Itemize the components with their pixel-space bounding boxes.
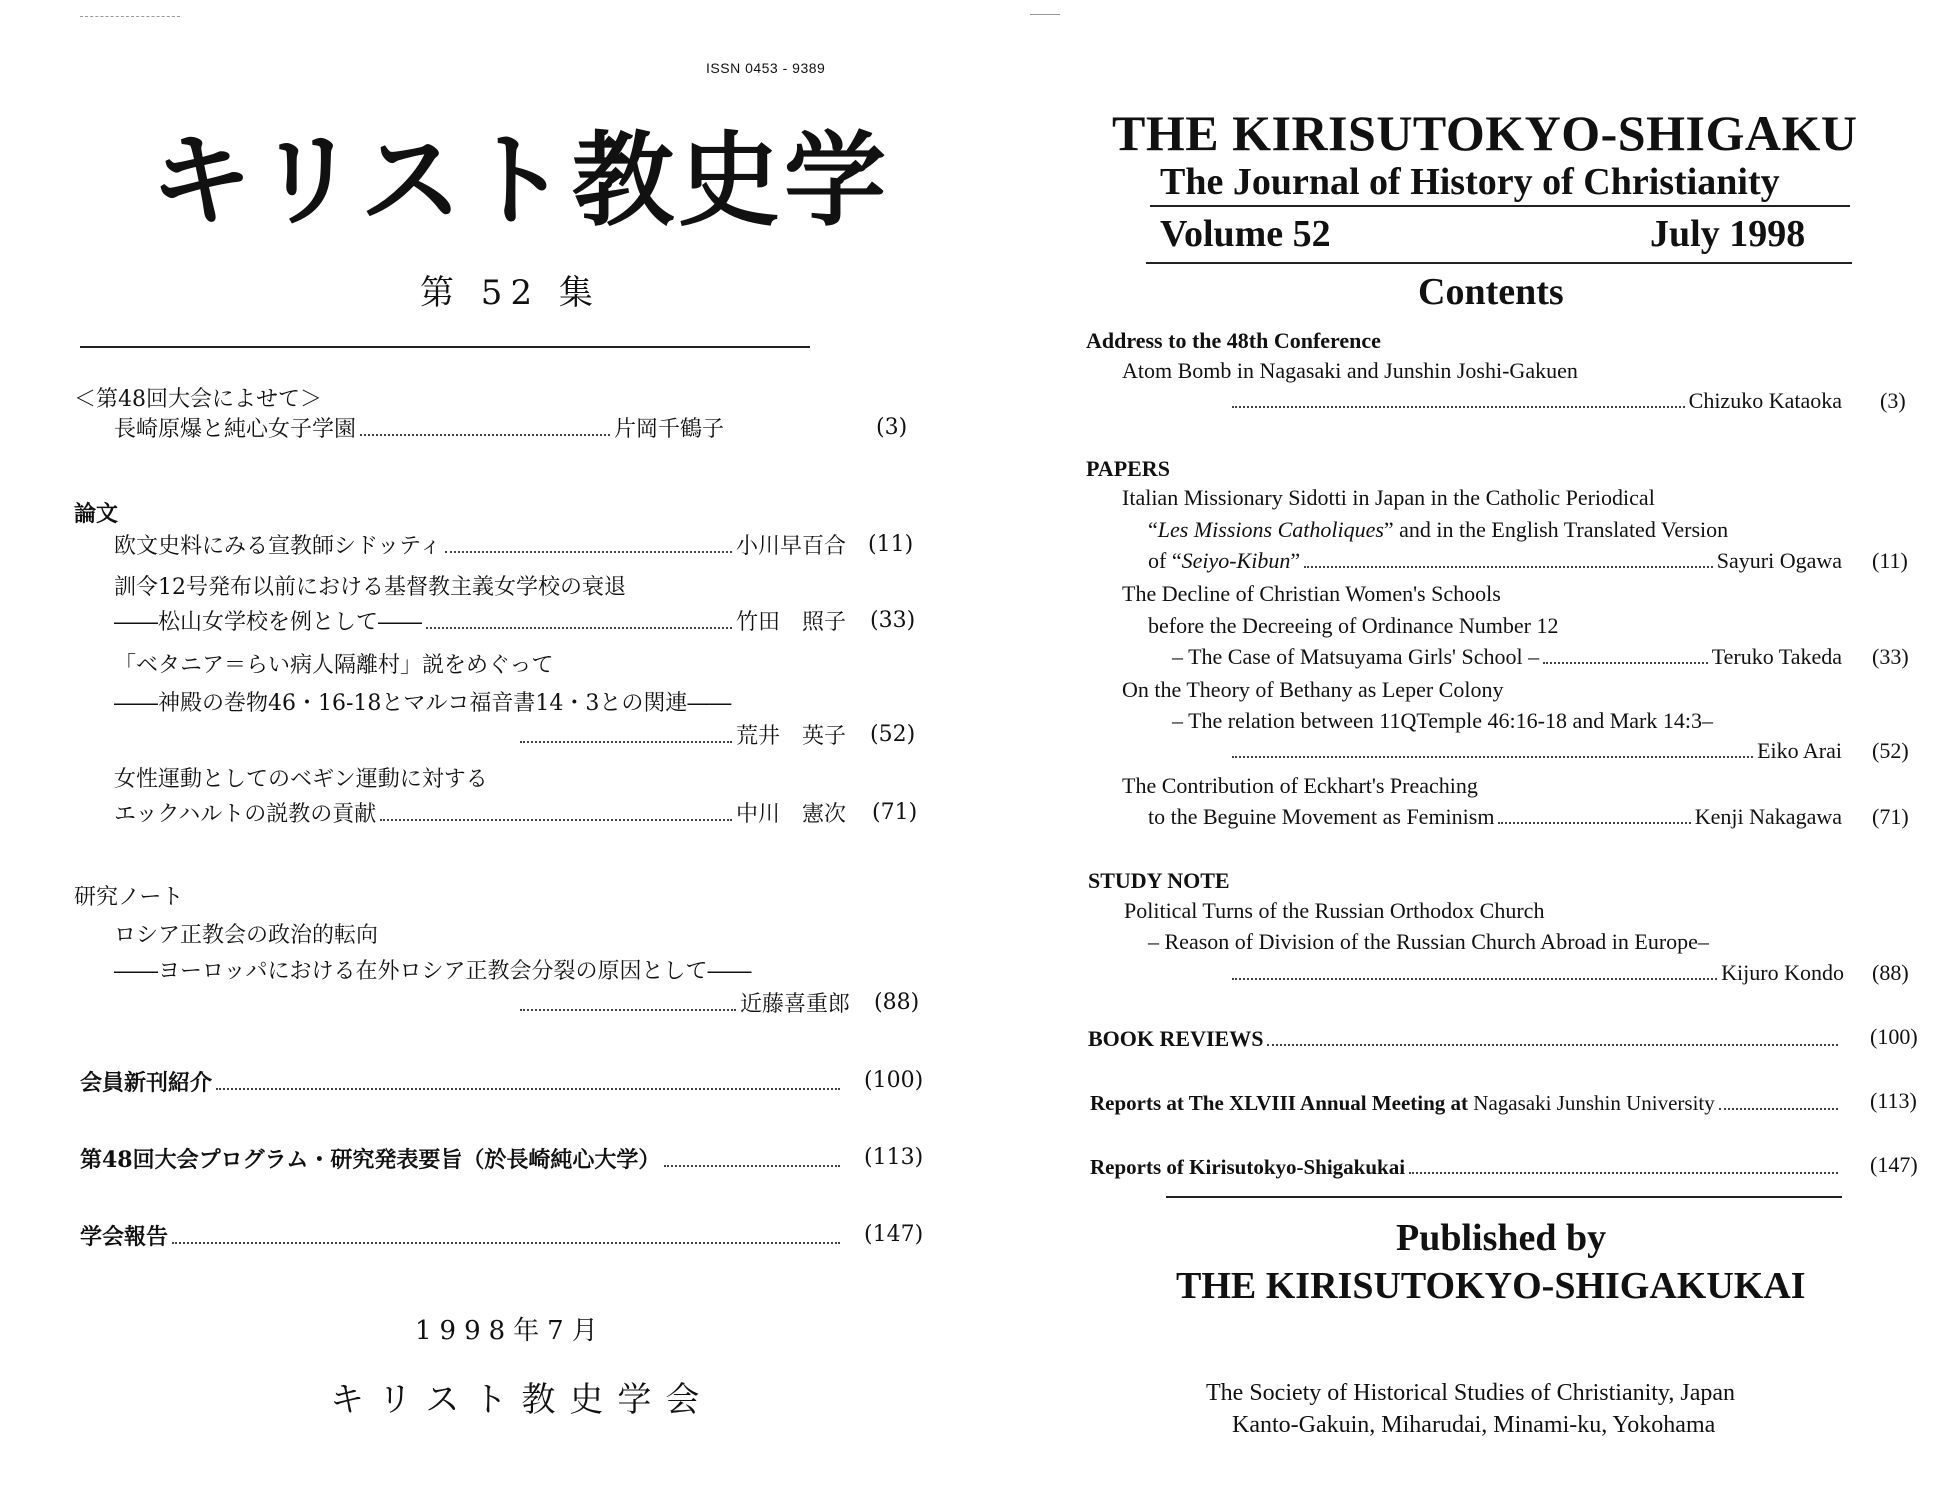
toc-entry-en <box>1232 736 1842 766</box>
periodical-name: Les Missions Catholiques <box>1157 517 1384 542</box>
entry-page: (113) <box>864 1145 924 1170</box>
dot-leader <box>216 1088 840 1090</box>
entry-page: (88) <box>874 990 920 1015</box>
dot-leader <box>1498 822 1690 824</box>
dot-leader <box>172 1242 840 1244</box>
entry-page: (71) <box>1872 804 1909 829</box>
entry-text: of “ <box>1148 548 1182 573</box>
entry-author: Kijuro Kondo <box>1721 960 1844 985</box>
society-name-jp: キリスト教史学会 <box>330 1380 714 1420</box>
study-note-heading: STUDY NOTE <box>1088 868 1230 893</box>
entry-author: Kenji Nakagawa <box>1694 804 1842 829</box>
entry-title: 欧文史料にみる宣教師シドッティ <box>114 534 442 559</box>
society-address: Kanto-Gakuin, Miharudai, Minami-ku, Yokohama <box>1232 1412 1716 1438</box>
toc-entry-en <box>1088 1024 1838 1054</box>
entry-page: (33) <box>870 608 916 633</box>
entry-page: (3) <box>876 415 908 440</box>
publisher-name: THE KIRISUTOKYO-SHIGAKUKAI <box>1176 1265 1806 1307</box>
entry-page: (52) <box>1872 738 1909 763</box>
dot-leader <box>664 1165 840 1167</box>
entry-page: (11) <box>868 532 914 557</box>
dot-leader <box>360 434 610 436</box>
entry-subtitle: エックハルトの説教の貢献 <box>114 802 377 827</box>
entry-text: ” and in the English Translated Version <box>1383 517 1729 542</box>
scan-speck <box>1030 14 1060 15</box>
entry-author: 近藤喜重郎 <box>739 992 850 1017</box>
address-heading: Address to the 48th Conference <box>1086 328 1381 353</box>
dot-leader <box>1232 406 1685 408</box>
entry-author: 小川早百合 <box>735 534 846 559</box>
entry-title: Reports of Kirisutokyo-Shigakukai <box>1090 1155 1406 1179</box>
entry-author: Teruko Takeda <box>1711 644 1842 669</box>
toc-entry-en <box>1148 546 1842 576</box>
dot-leader <box>426 627 732 629</box>
entry-title: 「ベタニア＝らい病人隔離村」説をめぐって <box>114 653 554 678</box>
toc-entry-jp <box>114 800 846 830</box>
dot-leader <box>520 741 732 743</box>
title-divider <box>80 346 810 348</box>
entry-title: The Contribution of Eckhart's Preaching <box>1122 773 1478 798</box>
entry-page: (147) <box>1870 1152 1918 1177</box>
entry-title <box>1090 1088 1715 1118</box>
contents-heading: Contents <box>1418 271 1564 313</box>
journal-subtitle-en: The Journal of History of Christianity <box>1160 161 1780 203</box>
entry-title: Atom Bomb in Nagasaki and Junshin Joshi-Gakuen <box>1122 358 1578 383</box>
entry-title: 会員新刊紹介 <box>80 1070 213 1096</box>
dot-leader <box>1232 978 1717 980</box>
entry-title: 女性運動としてのベギン運動に対する <box>114 767 488 792</box>
toc-entry-jp <box>80 1068 840 1098</box>
entry-page: (33) <box>1872 644 1909 669</box>
entry-subtitle: ――神殿の巻物46・16-18とマルコ福音書14・3との関連―― <box>114 691 732 716</box>
entry-subtitle: – Reason of Division of the Russian Church Abroad in Europe– <box>1148 929 1709 954</box>
entry-title: 訓令12号発布以前における基督教主義女学校の衰退 <box>114 575 626 600</box>
entry-author: 中川 憲次 <box>735 802 846 827</box>
toc-entry-en <box>1090 1152 1838 1182</box>
dot-leader <box>380 819 732 821</box>
entry-title-cont: before the Decreeing of Ordinance Number 12 <box>1148 613 1559 638</box>
entry-author: Chizuko Kataoka <box>1688 388 1842 413</box>
dot-leader <box>1232 756 1753 758</box>
header-divider <box>1146 262 1852 264</box>
volume-number-jp: 第 52 集 <box>420 273 601 313</box>
dot-leader <box>1304 566 1713 568</box>
journal-title-en: THE KIRISUTOKYO-SHIGAKU <box>1112 105 1858 161</box>
toc-entry-jp <box>80 1222 840 1252</box>
english-contents-page <box>970 0 1940 1488</box>
work-name: Seiyo-Kibun <box>1181 548 1291 573</box>
toc-entry-jp <box>80 1145 840 1175</box>
toc-entry-jp <box>520 722 846 752</box>
entry-text: Nagasaki Junshin University <box>1468 1091 1715 1115</box>
entry-title: 学会報告 <box>80 1224 169 1250</box>
entry-title: 長崎原爆と純心女子学園 <box>114 417 357 442</box>
entry-subtitle: ――ヨーロッパにおける在外ロシア正教会分裂の原因として―― <box>114 959 752 984</box>
publication-date-en: July 1998 <box>1650 213 1806 255</box>
entry-author: 片岡千鶴子 <box>613 417 724 442</box>
entry-text: Reports at The XLVIII Annual Meeting at <box>1090 1091 1469 1115</box>
entry-subtitle: ――松山女学校を例として―― <box>114 610 423 635</box>
entry-title: 第48回大会プログラム・研究発表要旨（於長崎純心大学） <box>80 1147 661 1173</box>
entry-page: (3) <box>1880 388 1906 413</box>
entry-author: 荒井 英子 <box>735 724 846 749</box>
toc-entry-jp <box>114 415 724 445</box>
entry-page: (147) <box>864 1222 924 1247</box>
dot-leader <box>520 1009 736 1011</box>
footer-divider <box>1166 1196 1842 1198</box>
entry-subtitle: – The Case of Matsuyama Girls' School – <box>1172 644 1540 669</box>
toc-entry-jp <box>114 532 846 562</box>
entry-title-cont <box>1148 517 1728 543</box>
entry-title-cont <box>1148 546 1300 576</box>
entry-title: The Decline of Christian Women's Schools <box>1122 581 1501 606</box>
entry-page: (71) <box>872 800 918 825</box>
volume-number-en: Volume 52 <box>1160 213 1331 255</box>
toc-entry-en <box>1090 1088 1838 1118</box>
toc-entry-jp <box>114 608 846 638</box>
entry-author: Sayuri Ogawa <box>1716 548 1842 573</box>
entry-page: (52) <box>870 722 916 747</box>
entry-subtitle: – The relation between 11QTemple 46:16-18 and Mark 14:3– <box>1172 708 1713 733</box>
dot-leader <box>1543 662 1708 664</box>
entry-title-cont: to the Beguine Movement as Feminism <box>1148 804 1495 829</box>
section-heading-papers: 論文 <box>74 501 119 527</box>
entry-title: On the Theory of Bethany as Leper Colony <box>1122 677 1504 702</box>
section-heading-conference: ＜第48回大会によせて＞ <box>74 387 322 412</box>
entry-page: (113) <box>1870 1088 1917 1113</box>
scan-speck <box>80 16 180 17</box>
entry-title: Political Turns of the Russian Orthodox Church <box>1124 898 1545 923</box>
journal-title-jp: キリスト教史学 <box>150 121 890 241</box>
entry-author: 竹田 照子 <box>735 610 846 635</box>
dot-leader <box>1267 1044 1838 1046</box>
toc-entry-en <box>1232 958 1844 988</box>
papers-heading: PAPERS <box>1086 456 1170 481</box>
dot-leader <box>445 551 732 553</box>
entry-title: Italian Missionary Sidotti in Japan in the Catholic Periodical <box>1122 485 1655 510</box>
toc-entry-en <box>1148 802 1842 832</box>
dot-leader <box>1409 1172 1838 1174</box>
publication-date-jp: 1998年7月 <box>415 1316 606 1346</box>
toc-entry-en <box>1172 642 1842 672</box>
entry-author: Eiko Arai <box>1757 738 1842 763</box>
toc-entry-jp <box>520 990 850 1020</box>
header-divider <box>1150 205 1850 207</box>
published-by-label: Published by <box>1396 1217 1607 1259</box>
section-heading-study-note: 研究ノート <box>74 885 184 910</box>
entry-title: ロシア正教会の政治的転向 <box>114 923 379 948</box>
society-name-en: The Society of Historical Studies of Christianity, Japan <box>1206 1380 1736 1406</box>
entry-title: BOOK REVIEWS <box>1088 1026 1264 1051</box>
quote-mark: “ <box>1148 517 1158 542</box>
entry-page: (88) <box>1872 960 1909 985</box>
issn-number: ISSN 0453 - 9389 <box>706 60 826 76</box>
toc-entry-en <box>1232 386 1842 416</box>
entry-page: (11) <box>1872 548 1908 573</box>
entry-page: (100) <box>1870 1024 1918 1049</box>
entry-page: (100) <box>864 1068 924 1093</box>
entry-text: ” <box>1290 548 1301 573</box>
dot-leader <box>1719 1108 1838 1110</box>
